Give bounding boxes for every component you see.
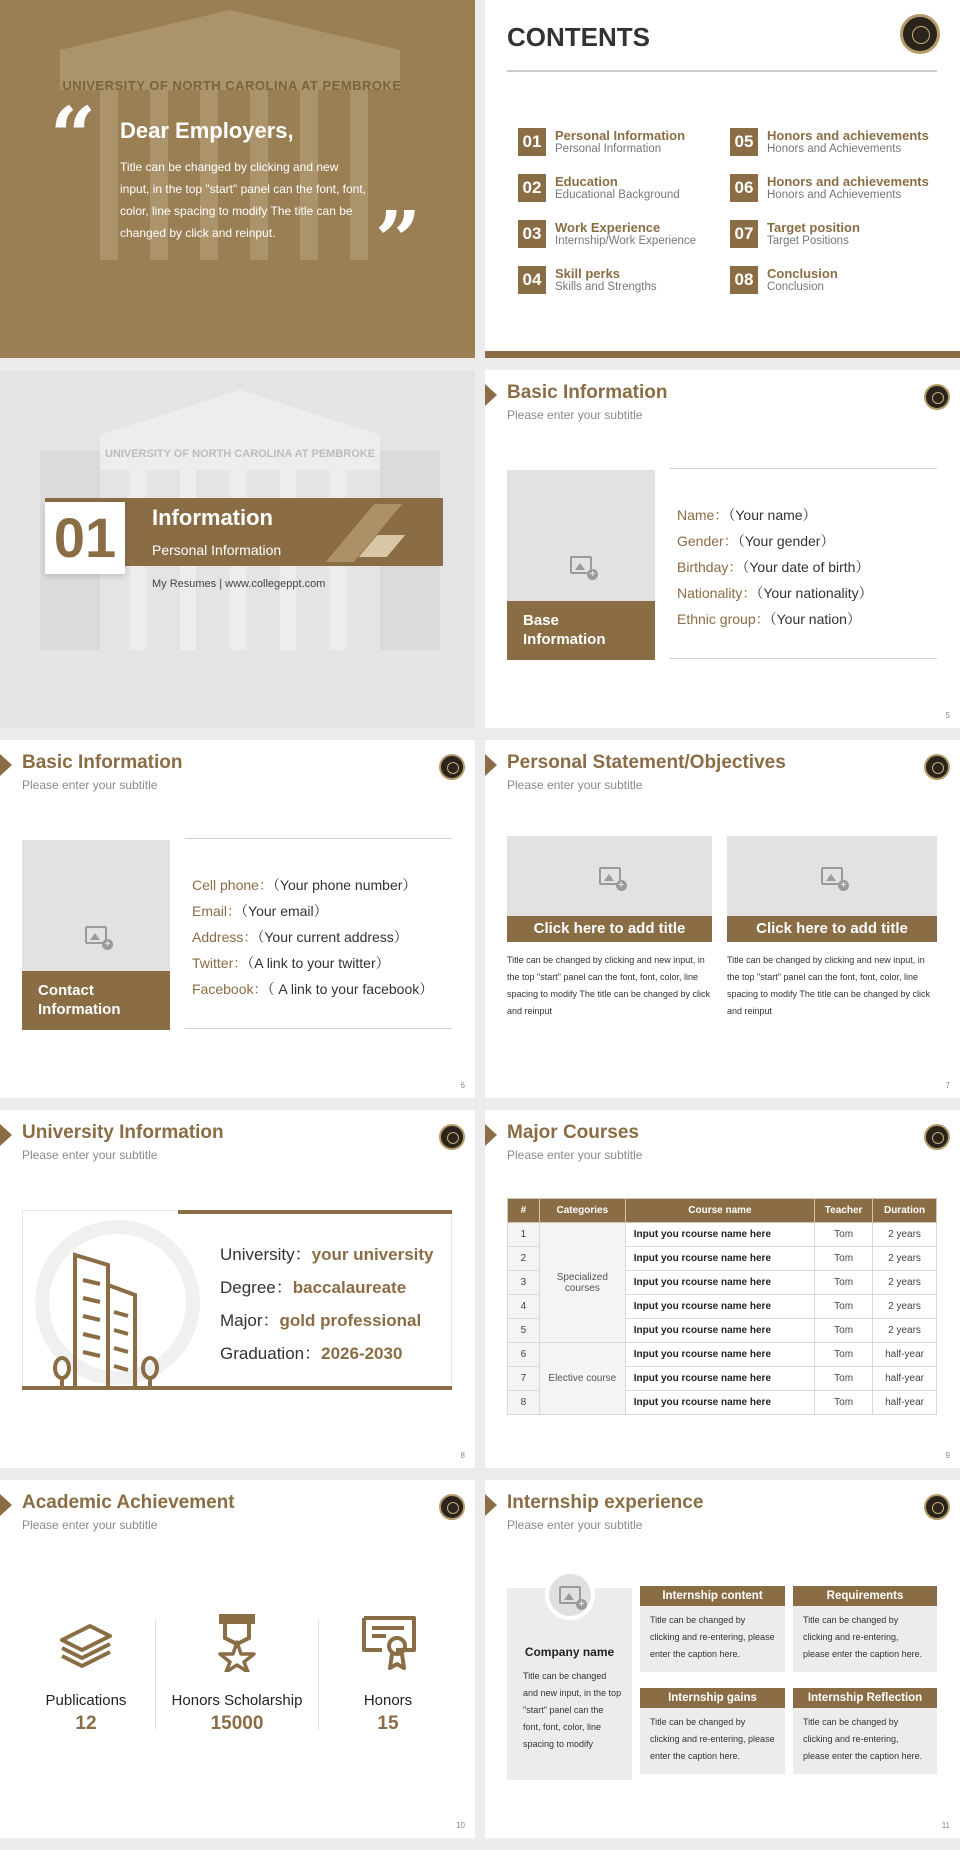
table-row: 7 Input you rcourse name here Tom half-year: [508, 1367, 937, 1391]
slide-major-courses[interactable]: [485, 1110, 960, 1468]
table-row: 2 Input you rcourse name here Tom 2 years: [508, 1247, 937, 1271]
image-placeholder[interactable]: [727, 836, 937, 916]
university-seal-icon: [439, 1494, 465, 1520]
page-number: 8: [460, 1451, 465, 1460]
field-cell-phone: Cell phone：（Your phone number）: [192, 877, 417, 893]
slide-subtitle: Please enter your subtitle: [22, 1518, 158, 1532]
toc-item[interactable]: 03 Work Experience Internship/Work Experience: [518, 218, 723, 250]
box-text: Title can be changed by clicking and re-entering, please enter the caption here.: [793, 1708, 937, 1774]
university-name: UNIVERSITY OF NORTH CAROLINA AT PEMBROKE: [104, 448, 376, 460]
field-ethnic-group: Ethnic group：（Your nation）: [677, 611, 861, 627]
table-row: 3 Input you rcourse name here Tom 2 years: [508, 1271, 937, 1295]
page-number: 9: [945, 1451, 950, 1460]
graduation-row: Graduation：2026-2030: [220, 1344, 403, 1363]
slide-subtitle: Please enter your subtitle: [22, 1148, 158, 1162]
slide-contact-information[interactable]: [0, 740, 475, 1098]
slide-subtitle: Please enter your subtitle: [22, 778, 158, 792]
slide-title: Academic Achievement: [22, 1492, 235, 1513]
table-row: 5 Input you rcourse name here Tom 2 years: [508, 1319, 937, 1343]
image-placeholder-icon: [821, 867, 843, 885]
university-seal-icon: [924, 1494, 950, 1520]
divider: [670, 468, 937, 469]
slide-title: Internship experience: [507, 1492, 704, 1513]
company-logo-placeholder[interactable]: [545, 1570, 595, 1620]
courses-table: [507, 1198, 937, 1415]
slide-title: Basic Information: [22, 752, 183, 773]
box-text: Title can be changed by clicking and re-entering, please enter the caption here.: [640, 1606, 785, 1672]
card-title[interactable]: Click here to add title: [727, 916, 937, 942]
card-text: Title can be changed by clicking and new input, in the top "start" panel can the font, font, color, line spacing to modify The title can be changed by click and reinput: [507, 955, 710, 1016]
divider: [507, 70, 937, 72]
box-title: Requirements: [793, 1586, 937, 1606]
box-title: Internship Reflection: [793, 1688, 937, 1708]
university-seal-icon: [439, 1124, 465, 1150]
university-seal-icon: [900, 14, 940, 54]
page-number: 6: [460, 1081, 465, 1090]
page-number: 10: [456, 1821, 465, 1830]
greeting: Dear Employers,: [120, 118, 294, 143]
toc-item[interactable]: 05 Honors and achievements Honors and Achievements: [730, 126, 935, 158]
company-text: Title can be changed and new input, in the top "start" panel can the font, font, color, line spacing to modify: [523, 1671, 622, 1749]
resume-link[interactable]: My Resumes | www.collegeppt.com: [152, 578, 326, 590]
page-number: 5: [945, 711, 950, 720]
slide-cover-letter[interactable]: [0, 0, 475, 358]
open-quote-icon: “: [50, 89, 97, 183]
column-header: Course name: [625, 1199, 814, 1223]
table-header-row: [508, 1199, 937, 1223]
divider: [185, 838, 452, 839]
slide-subtitle: Please enter your subtitle: [507, 778, 643, 792]
divider: [155, 1620, 156, 1730]
divider: [670, 658, 937, 659]
column-header: #: [508, 1199, 540, 1223]
image-placeholder[interactable]: [507, 836, 712, 916]
column-header: Duration: [873, 1199, 937, 1223]
page-number: 11: [941, 1821, 950, 1830]
slide-academic-achievement[interactable]: [0, 1480, 475, 1838]
category-cell: Specialized courses: [539, 1223, 625, 1343]
field-birthday: Birthday：（Your date of birth）: [677, 559, 870, 575]
slide-university-information[interactable]: [0, 1110, 475, 1468]
box-text: Title can be changed by clicking and re-entering, please enter the caption here.: [640, 1708, 785, 1774]
certificate-icon: [362, 1614, 416, 1672]
header-arrow-icon: [0, 1124, 12, 1146]
box-title: Internship content: [640, 1586, 785, 1606]
field-address: Address：（Your current address）: [192, 929, 408, 945]
toc-item[interactable]: 07 Target position Target Positions: [730, 218, 935, 250]
university-seal-icon: [439, 754, 465, 780]
field-name: Name：（Your name）: [677, 507, 817, 523]
table-row: 1 Specialized courses Input you rcourse name here Tom 2 years: [508, 1223, 937, 1247]
card-title[interactable]: Click here to add title: [507, 916, 712, 942]
slide-title: Personal Statement/Objectives: [507, 752, 786, 773]
stat-honors-scholarship: Honors Scholarship 15000: [171, 1692, 303, 1734]
slide-section-divider[interactable]: [0, 370, 475, 728]
image-placeholder-icon: [559, 1586, 581, 1604]
stat-publications: Publications 12: [45, 1692, 127, 1734]
header-arrow-icon: [485, 1494, 497, 1516]
slide-subtitle: Please enter your subtitle: [507, 408, 643, 422]
toc-item[interactable]: 06 Honors and achievements Honors and Achievements: [730, 172, 935, 204]
section-title: Information: [152, 505, 273, 530]
column-header: Categories: [539, 1199, 625, 1223]
image-placeholder-icon: [570, 556, 592, 574]
field-nationality: Nationality：（Your nationality）: [677, 585, 873, 601]
university-name: UNIVERSITY OF NORTH CAROLINA AT PEMBROKE: [62, 78, 402, 93]
category-cell: Elective course: [539, 1343, 625, 1415]
slide-personal-statement[interactable]: [485, 740, 960, 1098]
table-row: 6 Elective course Input you rcourse name here Tom half-year: [508, 1343, 937, 1367]
degree-row: Degree：baccalaureate: [220, 1278, 407, 1297]
box-text: Title can be changed by clicking and re-entering, please enter the caption here.: [793, 1606, 937, 1672]
header-arrow-icon: [0, 1494, 12, 1516]
university-seal-icon: [924, 1124, 950, 1150]
header-arrow-icon: [485, 384, 497, 406]
toc-item[interactable]: 01 Personal Information Personal Information: [518, 126, 723, 158]
header-arrow-icon: [485, 1124, 497, 1146]
card-label: Base Information: [507, 601, 655, 660]
slide-contents[interactable]: [485, 0, 960, 358]
toc-item[interactable]: 08 Conclusion Conclusion: [730, 264, 935, 296]
field-facebook: Facebook：（ A link to your facebook）: [192, 981, 434, 997]
card-label: Contact Information: [22, 971, 170, 1030]
field-gender: Gender：（Your gender）: [677, 533, 835, 549]
column-header: Teacher: [815, 1199, 873, 1223]
accent-bar: [22, 1386, 452, 1390]
slide-internship-experience[interactable]: [485, 1480, 960, 1838]
section-subtitle: Personal Information: [152, 542, 282, 558]
accent-bar: [178, 1210, 452, 1214]
slide-title: Basic Information: [507, 382, 668, 403]
major-row: Major：gold professional: [220, 1311, 422, 1330]
slide-basic-information[interactable]: [485, 370, 960, 728]
field-twitter: Twitter：（A link to your twitter）: [192, 955, 390, 971]
image-placeholder-icon: [599, 867, 621, 885]
close-quote-icon: ”: [375, 193, 422, 287]
box-title: Internship gains: [640, 1688, 785, 1708]
slide-subtitle: Please enter your subtitle: [507, 1518, 643, 1532]
medal-icon: [217, 1612, 257, 1672]
header-arrow-icon: [485, 754, 497, 776]
table-row: 4 Input you rcourse name here Tom 2 years: [508, 1295, 937, 1319]
books-icon: [58, 1620, 114, 1672]
field-email: Email：（Your email）: [192, 903, 328, 919]
university-seal-icon: [924, 754, 950, 780]
header-arrow-icon: [0, 754, 12, 776]
contents-title: CONTENTS: [507, 22, 650, 52]
stat-honors: Honors 15: [363, 1692, 413, 1734]
page-number: 7: [945, 1081, 950, 1090]
greeting-body: Title can be changed by clicking and new input, in the top "start" panel can the font, font, color, line spacing to modify The title can be changed by click and reinput.: [120, 160, 367, 240]
toc-item[interactable]: 02 Education Educational Background: [518, 172, 723, 204]
slide-title: Major Courses: [507, 1122, 639, 1143]
bottom-bar: [485, 351, 960, 358]
image-placeholder-icon: [85, 926, 107, 944]
company-name: Company name: [524, 1645, 615, 1659]
section-number: 01: [45, 502, 125, 574]
slide-title: University Information: [22, 1122, 224, 1143]
table-row: 8 Input you rcourse name here Tom half-year: [508, 1391, 937, 1415]
toc-item[interactable]: 04 Skill perks Skills and Strengths: [518, 264, 723, 296]
university-seal-icon: [924, 384, 950, 410]
divider: [185, 1028, 452, 1029]
university-row: University：your university: [220, 1245, 434, 1264]
buildings-icon: [50, 1240, 170, 1390]
slide-subtitle: Please enter your subtitle: [507, 1148, 643, 1162]
card-text: Title can be changed by clicking and new input, in the top "start" panel can the font, font, color, line spacing to modify The title can be changed by click and reinput: [727, 955, 930, 1016]
